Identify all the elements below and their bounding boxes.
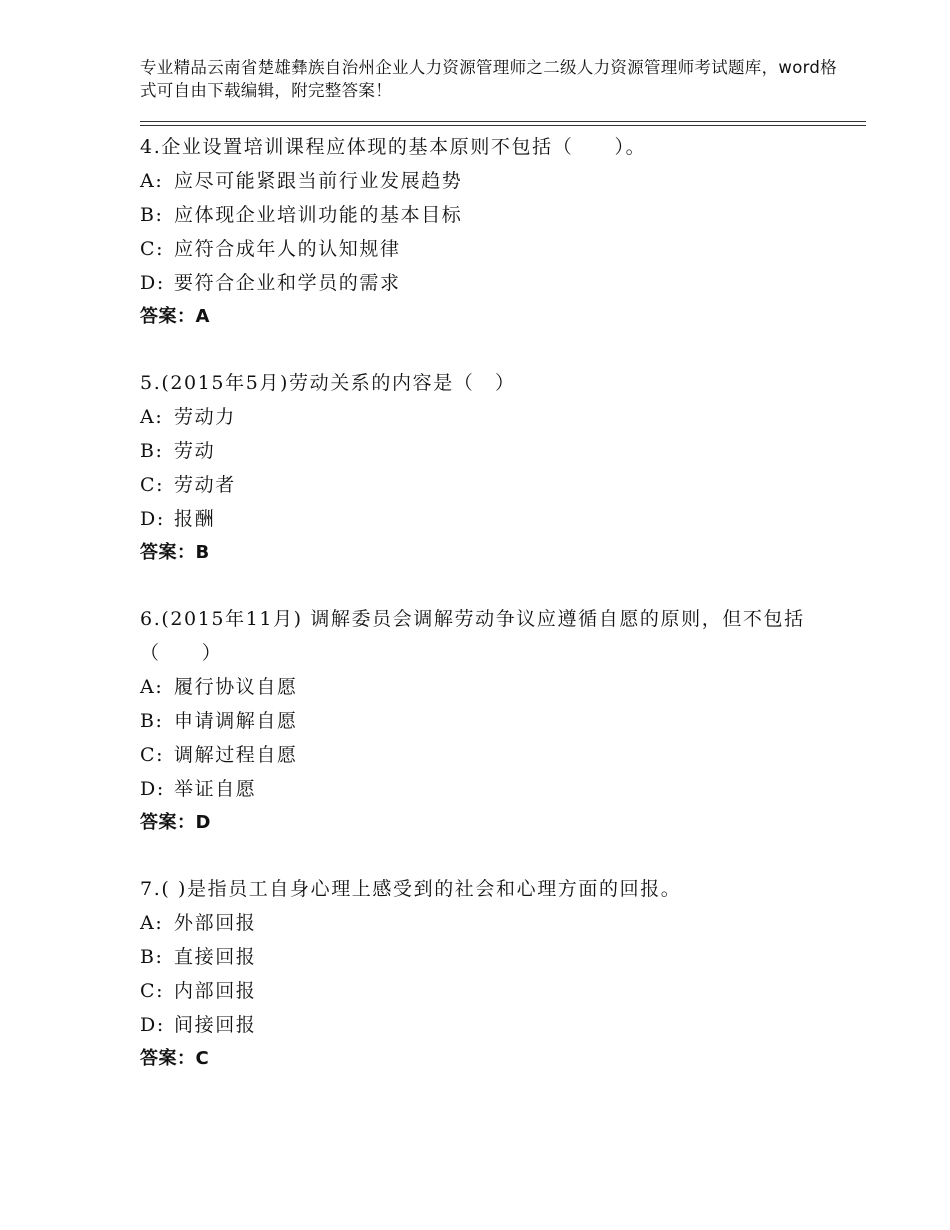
option-text: 应尽可能紧跟当前行业发展趋势 [174, 170, 463, 192]
option-key: D: [140, 508, 165, 530]
header-rule [140, 121, 866, 126]
answer-label: 答案：D [140, 812, 211, 833]
option-text: 劳动 [174, 440, 216, 462]
option-key: C: [140, 980, 165, 1002]
answer-label: 答案：B [140, 542, 210, 563]
option-a [140, 670, 840, 704]
option-c [140, 974, 840, 1008]
option-key: B: [140, 440, 164, 462]
option-d [140, 772, 840, 806]
option-a [140, 400, 840, 434]
option-c [140, 468, 840, 502]
option-c [140, 232, 840, 266]
option-text: 间接回报 [174, 1014, 257, 1036]
document-header: 专业精品云南省楚雄彝族自治州企业人力资源管理师之二级人力资源管理师考试题库，word格式可自由下载编辑，附完整答案！ [140, 58, 837, 100]
question-text: 4.企业设置培训课程应体现的基本原则不包括（ ）。 [140, 136, 647, 158]
option-text: 要符合企业和学员的需求 [174, 272, 401, 294]
option-text: 调解过程自愿 [174, 744, 298, 766]
answer-label: 答案：C [140, 1048, 210, 1069]
option-b [140, 434, 840, 468]
option-b [140, 704, 840, 738]
question-6 [140, 602, 840, 840]
option-d [140, 1008, 840, 1042]
option-text: 劳动力 [174, 406, 236, 428]
question-list [140, 130, 840, 1108]
question-text: 5.(2015年5月)劳动关系的内容是（ ） [140, 372, 516, 394]
option-key: D: [140, 1014, 165, 1036]
question-5 [140, 366, 840, 570]
option-key: A: [140, 170, 164, 192]
option-text: 劳动者 [174, 474, 236, 496]
option-key: C: [140, 474, 165, 496]
option-text: 外部回报 [174, 912, 257, 934]
option-text: 应体现企业培训功能的基本目标 [174, 204, 463, 226]
option-key: C: [140, 744, 165, 766]
option-text: 履行协议自愿 [174, 676, 298, 698]
option-key: A: [140, 406, 164, 428]
option-key: D: [140, 272, 165, 294]
option-text: 报酬 [174, 508, 216, 530]
option-c [140, 738, 840, 772]
option-b [140, 198, 840, 232]
option-d [140, 266, 840, 300]
question-4 [140, 130, 840, 334]
option-text: 内部回报 [174, 980, 257, 1002]
option-text: 申请调解自愿 [174, 710, 298, 732]
option-text: 举证自愿 [174, 778, 257, 800]
option-key: B: [140, 710, 164, 732]
question-7 [140, 872, 840, 1076]
option-key: A: [140, 912, 164, 934]
option-key: B: [140, 946, 164, 968]
question-text: 7.( )是指员工自身心理上感受到的社会和心理方面的回报。 [140, 878, 682, 900]
option-key: B: [140, 204, 164, 226]
option-text: 直接回报 [174, 946, 257, 968]
option-d [140, 502, 840, 536]
option-a [140, 906, 840, 940]
option-key: A: [140, 676, 164, 698]
option-text: 应符合成年人的认知规律 [174, 238, 401, 260]
option-key: D: [140, 778, 165, 800]
option-b [140, 940, 840, 974]
answer-label: 答案：A [140, 306, 210, 327]
question-text: 6.(2015年11月) 调解委员会调解劳动争议应遵循自愿的原则，但不包括 （ ） [140, 608, 805, 664]
option-key: C: [140, 238, 165, 260]
option-a [140, 164, 840, 198]
